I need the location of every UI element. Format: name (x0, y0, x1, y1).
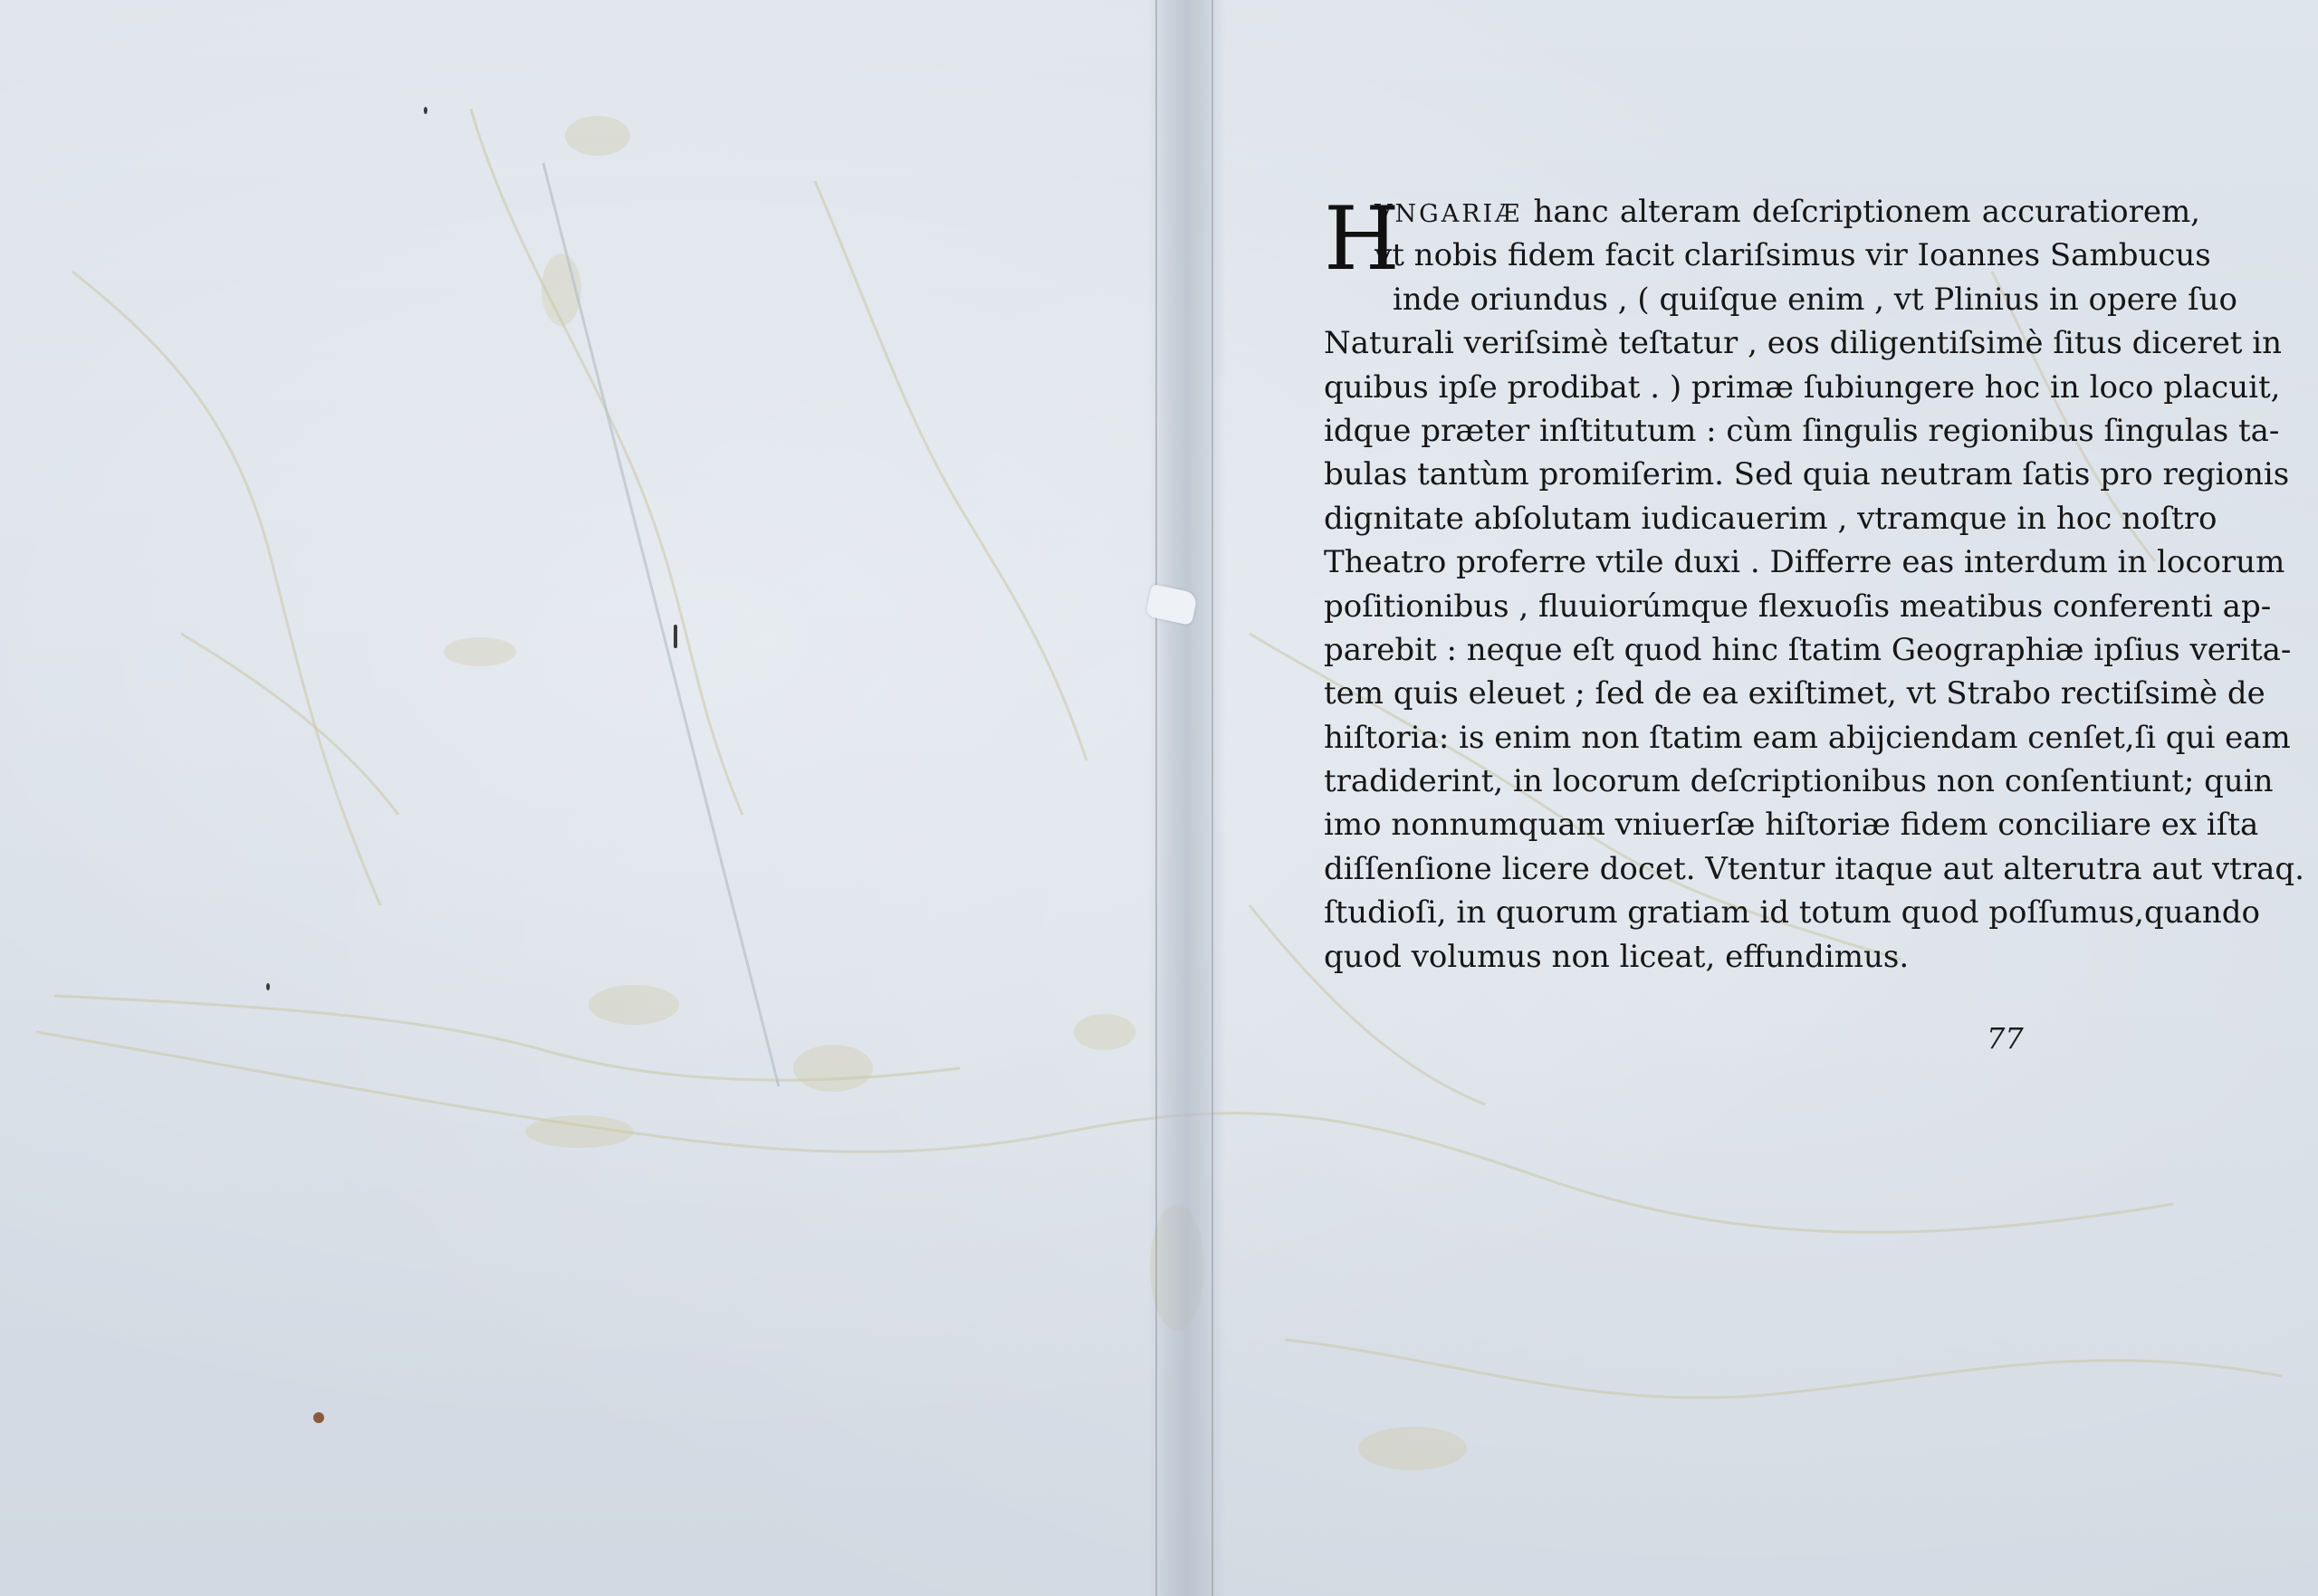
drop-cap: H (1324, 188, 1400, 290)
gutter-fold-left (1155, 0, 1157, 1596)
text-line: tem quis eleuet ; ſed de ea exiſtimet, vt Strabo rectiſsimè de (1324, 675, 2265, 712)
text-line: Naturali veriſsimè teſtatur , eos diligentiſsimè ſitus diceret in (1324, 325, 2283, 362)
text-line: inde oriundus , ( quiſque enim , vt Plinius in opere ſuo (1393, 281, 2238, 318)
text-line: parebit : neque eſt quod hinc ſtatim Geographiæ ipſius verita- (1324, 631, 2292, 668)
text-line: bulas tantùm promiſerim. Sed quia neutram ſatis pro regionis (1324, 456, 2290, 493)
ink-speck (266, 983, 270, 990)
text-line: quod volumus non liceat, effundimus. (1324, 938, 1910, 975)
rust-spot (313, 1412, 324, 1423)
book-gutter (1148, 0, 1226, 1596)
line-text: hanc alteram deſcriptionem accuratiorem, (1533, 194, 2200, 230)
text-line: hiſtoria: is enim non ſtatim eam abijciendam cenſet,ſi qui eam (1324, 719, 2291, 756)
latin-text-block (1324, 188, 2304, 979)
page-number: 77 (1987, 1021, 2024, 1056)
text-line: quibus ipſe prodibat . ) primæ ſubiungere hoc in loco placuit, (1324, 368, 2281, 406)
text-line: tradiderint, in locorum deſcriptionibus non conſentiunt; quin (1324, 763, 2274, 800)
text-line: Theatro proferre vtile duxi . Differre eas interdum in locorum (1324, 544, 2285, 581)
ink-speck (424, 107, 427, 114)
text-line: poſitionibus , fluuiorúmque flexuoſis meatibus conferenti ap- (1324, 588, 2272, 625)
text-line: vt nobis fidem facit clariſsimus vir Ioannes Sambucus (1375, 237, 2211, 274)
text-line: ſtudioſi, in quorum gratiam id totum quod poſſumus,quando (1324, 894, 2261, 932)
ink-speck (674, 625, 677, 648)
text-line (1375, 190, 2200, 234)
lead-word: VNGARIÆ (1375, 200, 1523, 228)
text-line: imo nonnumquam vniuerſæ hiſtoriæ fidem conciliare ex iſta (1324, 807, 2259, 844)
text-line: diſſenſione licere docet. Vtentur itaque aut alterutra aut vtraq. (1324, 850, 2304, 887)
text-line: dignitate abſolutam iudicauerim , vtramque in hoc noſtro (1324, 500, 2217, 537)
gutter-fold-right (1212, 0, 1213, 1596)
text-line: idque præter inſtitutum : cùm ſingulis regionibus ſingulas ta- (1324, 412, 2280, 449)
drop-cap-lines (1324, 190, 2211, 278)
